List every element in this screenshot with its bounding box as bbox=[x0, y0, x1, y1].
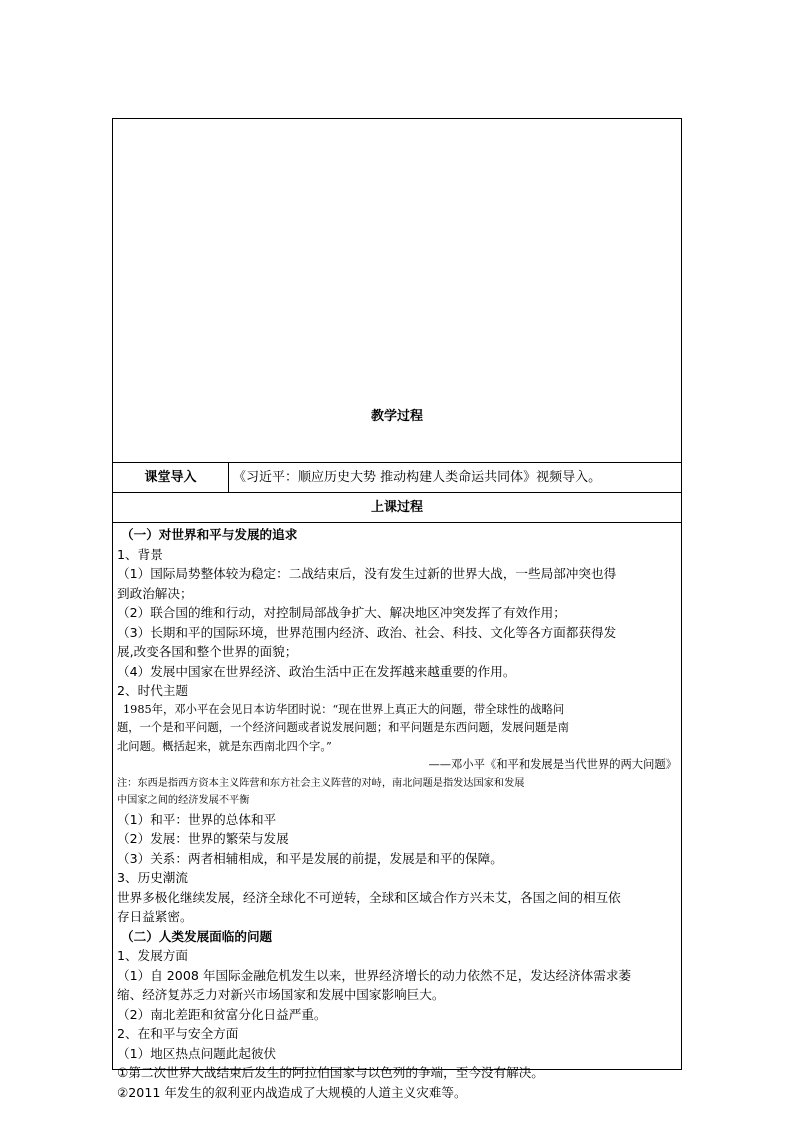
teaching-process-cell bbox=[113, 119, 681, 463]
paragraph-line: 到政治解决； bbox=[117, 585, 193, 601]
note-line: 中国家之间的经济发展不平衡 bbox=[117, 795, 250, 807]
paragraph-line: ②2011 年发生的叙利亚内战造成了大规模的人道主义灾难等。 bbox=[117, 1084, 467, 1100]
intro-label: 课堂导入 bbox=[113, 463, 229, 492]
paragraph-line: （2）发展：世界的繁荣与发展 bbox=[117, 831, 289, 847]
subheading-development: 1、发展方面 bbox=[117, 948, 188, 964]
subheading-trend: 3、历史潮流 bbox=[117, 870, 188, 886]
quote-line: 1985年，邓小平在会见日本访华团时说：“现在世界上真正大的问题，带全球性的战略问 bbox=[123, 702, 565, 716]
quote-line: 北问题。概括起来，就是东西南北四个字。” bbox=[117, 739, 332, 753]
paragraph-line: （2）联合国的维和行动，对控制局部战争扩大、解决地区冲突发挥了有效作用； bbox=[117, 605, 566, 620]
paragraph-line: （1）地区热点问题此起彼伏 bbox=[117, 1045, 277, 1061]
paragraph-line: （1）和平：世界的总体和平 bbox=[117, 811, 277, 827]
lesson-table bbox=[112, 118, 682, 1100]
paragraph-line: 缩、经济复苏乏力对新兴市场国家和发展中国家影响巨大。 bbox=[117, 987, 445, 1003]
intro-text: 《习近平：顺应历史大势 推动构建人类命运共同体》视频导入。 bbox=[233, 470, 602, 485]
paragraph-line: 展,改变各国和整个世界的面貌； bbox=[117, 644, 298, 659]
paragraph-line: （2）南北差距和贫富分化日益严重。 bbox=[117, 1006, 327, 1022]
subheading-theme: 2、时代主题 bbox=[117, 683, 188, 698]
paragraph-line: 存日益紧密。 bbox=[117, 909, 193, 925]
section-heading-2: （二）人类发展面临的问题 bbox=[121, 928, 273, 944]
section-heading-1: （一）对世界和平与发展的追求 bbox=[121, 527, 298, 542]
paragraph-line: （1）国际局势整体较为稳定：二战结束后，没有发生过新的世界大战，一些局部冲突也得 bbox=[117, 566, 617, 581]
quote-line: 题，一个是和平问题，一个经济问题或者说发展问题；和平问题是东西问题，发展问题是南 bbox=[117, 721, 569, 735]
intro-row bbox=[113, 463, 681, 493]
paragraph-line: （3）长期和平的国际环境，世界范围内经济、政治、社会、科技、文化等各方面都获得发 bbox=[117, 624, 617, 640]
paragraph-line: （4）发展中国家在世界经济、政治生活中正在发挥越来越重要的作用。 bbox=[117, 663, 516, 679]
subheading-background: 1、背景 bbox=[117, 546, 163, 562]
class-process-header: 上课过程 bbox=[113, 493, 681, 523]
subheading-peace-security: 2、在和平与安全方面 bbox=[117, 1026, 239, 1042]
paragraph-line: （1）自 2008 年国际金融危机发生以来，世界经济增长的动力依然不足，发达经济体需求萎 bbox=[117, 967, 632, 983]
note-line: 注：东西是指西方资本主义阵营和东方社会主义阵营的对峙，南北问题是指发达国家和发展 bbox=[117, 777, 525, 789]
paragraph-line: ①第二次世界大战结束后发生的阿拉伯国家与以色列的争端，至今没有解决。 bbox=[117, 1065, 544, 1081]
teaching-process-title: 教学过程 bbox=[370, 409, 423, 424]
paragraph-line: 世界多极化继续发展，经济全球化不可逆转，全球和区域合作方兴未艾，各国之间的相互依 bbox=[117, 889, 621, 905]
quote-attribution: ——邓小平《和平和发展是当代世界的两大问题》 bbox=[428, 758, 677, 772]
paragraph-line: （3）关系：两者相辅相成，和平是发展的前提，发展是和平的保障。 bbox=[117, 850, 503, 866]
class-process-content bbox=[117, 525, 679, 1102]
